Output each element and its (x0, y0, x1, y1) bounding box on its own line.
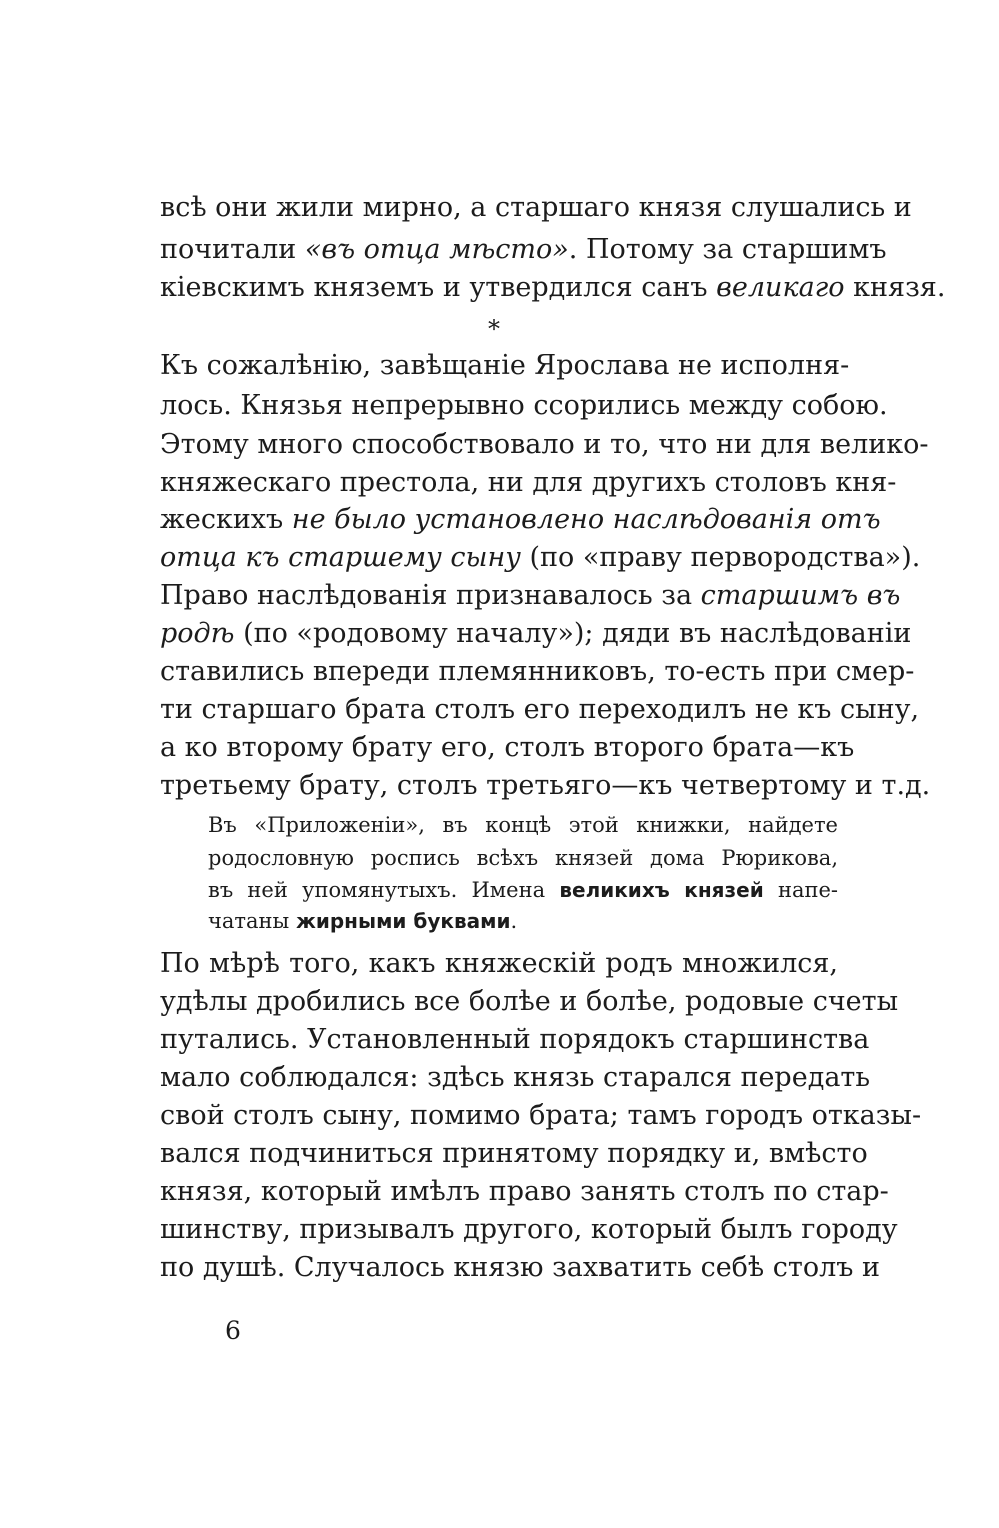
text-span: (по «праву первородства»). (520, 542, 921, 573)
text-span: ти старшаго брата столъ его переходилъ не къ сыну, (160, 694, 920, 725)
text-span: почитали (160, 234, 305, 265)
italic-text: не было установлено наслѣдованія отъ (291, 504, 881, 535)
text-line (160, 538, 921, 578)
text-span: . Потому за старшимъ (568, 234, 887, 265)
bold-text: жирными буквами (295, 909, 511, 933)
text-line (160, 1096, 922, 1136)
text-line (160, 188, 912, 228)
text-span: третьему брату, столъ третьяго—къ четвертому и т.д. (160, 770, 931, 801)
italic-text: великаго (716, 272, 845, 303)
text-line (160, 1248, 881, 1288)
text-span: Право наслѣдованія признавалось за (160, 580, 701, 611)
text-span: князя. (844, 272, 946, 303)
text-span: всѣ они жили мирно, а старшаго князя слушались и (160, 192, 912, 223)
text-span: лось. Князья непрерывно ссорились между собою. (160, 390, 888, 421)
text-span: чатаны (208, 909, 296, 933)
text-span: напе- (763, 878, 839, 902)
italic-text: отца къ старшему сыну (160, 542, 521, 573)
text-line (160, 576, 901, 616)
text-span: свой столъ сыну, помимо брата; тамъ городъ отказы- (160, 1100, 922, 1131)
page-number: 6 (225, 1316, 241, 1345)
text-line (160, 386, 888, 426)
text-span: шинству, призывалъ другого, который былъ городу (160, 1214, 898, 1245)
text-line (160, 463, 897, 503)
text-span: По мѣрѣ того, какъ княжескій родъ множился, (160, 948, 838, 979)
text-span: въ ней упомянутыхъ. Имена (208, 878, 560, 902)
text-span: вался подчиниться принятому порядку и, вмѣсто (160, 1138, 868, 1169)
text-span: княжескаго престола, ни для другихъ столовъ кня- (160, 467, 897, 498)
text-line (160, 614, 912, 654)
text-line (160, 728, 855, 768)
italic-text: «въ отца мѣсто» (304, 234, 569, 265)
text-line (160, 766, 931, 806)
text-span: . (510, 909, 518, 933)
text-span: по душѣ. Случалось князю захватить себѣ столъ и (160, 1252, 881, 1283)
italic-text: родѣ (160, 618, 235, 649)
text-span: жескихъ (160, 504, 292, 535)
note-line (208, 906, 838, 937)
note-line (208, 875, 838, 906)
text-line (160, 690, 920, 730)
text-span: князя, который имѣлъ право занять столъ по стар- (160, 1176, 889, 1207)
note-line (208, 843, 838, 874)
text-line (160, 1210, 898, 1250)
text-span: а ко второму брату его, столъ второго брата—къ (160, 732, 855, 763)
text-span: путались. Установленный порядокъ старшинства (160, 1024, 870, 1055)
italic-text: старшимъ въ (700, 580, 901, 611)
section-separator: * (488, 315, 500, 343)
text-line (160, 1172, 889, 1212)
text-span: кіевскимъ княземъ и утвердился санъ (160, 272, 717, 303)
text-line (160, 1134, 868, 1174)
text-line (160, 346, 850, 386)
text-line (160, 1058, 871, 1098)
text-span: Къ сожалѣнію, завѣщаніе Ярослава не исполня- (160, 350, 850, 381)
text-line (160, 944, 838, 984)
text-line (160, 425, 929, 465)
text-span: родословную роспись всѣхъ князей дома Рюрикова, (208, 846, 838, 870)
text-line (160, 230, 887, 270)
text-span: (по «родовому началу»); дяди въ наслѣдованіи (234, 618, 912, 649)
text-line (160, 500, 881, 540)
text-span: Этому много способствовало и то, что ни для велико- (160, 429, 929, 460)
text-line (160, 1020, 870, 1060)
text-span: ставились впереди племянниковъ, то-есть при смер- (160, 656, 915, 687)
text-span: удѣлы дробились все болѣе и болѣе, родовые счеты (160, 986, 899, 1017)
text-line (160, 982, 899, 1022)
text-span: Въ «Приложеніи», въ концѣ этой книжки, найдете (208, 813, 838, 837)
note-line (208, 810, 838, 841)
bold-text: великихъ князей (559, 878, 764, 902)
text-span: мало соблюдался: здѣсь князь старался передать (160, 1062, 871, 1093)
text-line (160, 268, 946, 308)
text-line (160, 652, 915, 692)
